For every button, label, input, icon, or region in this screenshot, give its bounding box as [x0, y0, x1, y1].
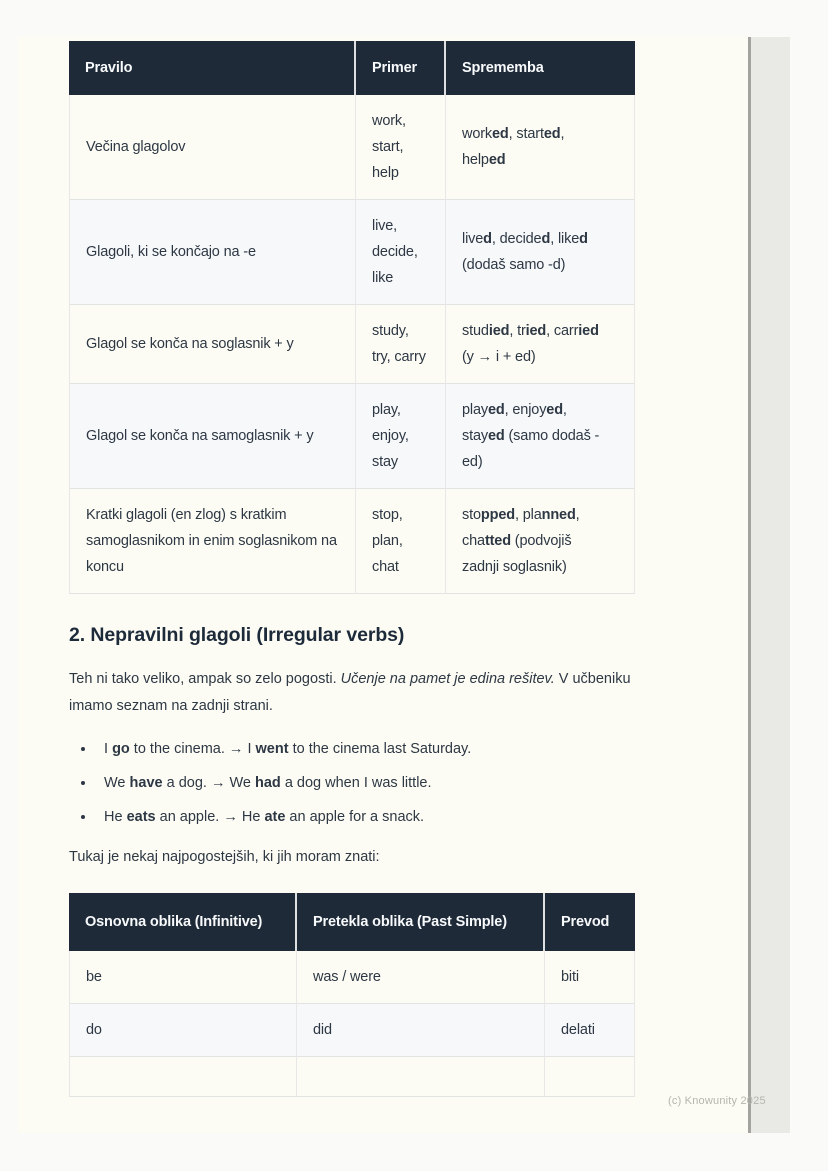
cell-pravilo: Glagol se konča na samoglasnik + y — [69, 384, 356, 489]
irregular-verbs-table — [69, 893, 635, 1097]
rich-text: played, enjoyed, stayed (samo dodaš -ed) — [462, 402, 600, 470]
cell-infinitive: do — [69, 1004, 297, 1057]
cell-pravilo: Večina glagolov — [69, 95, 356, 200]
cell-prevod: biti — [545, 951, 635, 1004]
cell-pravilo: Kratki glagoli (en zlog) s kratkim samoglasnikom in enim soglasnikom na koncu — [69, 489, 356, 594]
rich-text: stopped, planned, chatted (podvojiš zadnji soglasnik) — [462, 507, 580, 575]
cell-pravilo: Glagol se konča na soglasnik + y — [69, 305, 356, 384]
table-row — [69, 305, 635, 384]
cell-pravilo: Glagoli, ki se končajo na -e — [69, 200, 356, 305]
rich-text: worked, started, helped — [462, 126, 565, 168]
list-item: • We have a dog. → We had a dog when I was little. — [96, 770, 635, 796]
header-prevod: Prevod — [545, 893, 635, 951]
header-pravilo: Pravilo — [69, 41, 356, 95]
cell-primer: stop, plan, chat — [356, 489, 446, 594]
cell-prevod: delati — [545, 1004, 635, 1057]
table-row — [69, 384, 635, 489]
header-primer: Primer — [356, 41, 446, 95]
regular-verbs-table — [69, 41, 635, 594]
scrollbar-track[interactable] — [748, 37, 790, 1133]
cell-past — [297, 1057, 545, 1097]
cell-sprememba — [446, 95, 635, 200]
table-row-clipped — [69, 1057, 635, 1097]
table-row — [69, 1004, 635, 1057]
cell-sprememba — [446, 200, 635, 305]
cell-past: was / were — [297, 951, 545, 1004]
cell-sprememba — [446, 489, 635, 594]
header-pretekla-oblika: Pretekla oblika (Past Simple) — [297, 893, 545, 951]
rich-text: lived, decided, liked (dodaš samo -d) — [462, 231, 588, 273]
cell-sprememba — [446, 384, 635, 489]
cell-primer: work, start, help — [356, 95, 446, 200]
table-row — [69, 95, 635, 200]
table-header-row — [69, 893, 635, 951]
cell-primer: live, decide, like — [356, 200, 446, 305]
cell-infinitive — [69, 1057, 297, 1097]
example-list — [69, 736, 635, 830]
table-row — [69, 200, 635, 305]
list-item: • I go to the cinema. → I went to the cinema last Saturday. — [96, 736, 635, 762]
document-page — [18, 36, 748, 1133]
header-osnovna-oblika: Osnovna oblika (Infinitive) — [69, 893, 297, 951]
header-sprememba: Sprememba — [446, 41, 635, 95]
intro-paragraph: Teh ni tako veliko, ampak so zelo pogosti. Učenje na pamet je edina rešitev. V učbeniku imamo seznam na zadnji strani. — [69, 671, 631, 714]
watermark-text: (c) Knowunity 2025 — [668, 1095, 766, 1107]
table-header-row — [69, 41, 635, 95]
table-row — [69, 489, 635, 594]
rich-text: studied, tried, carried (y → i + ed) — [462, 323, 599, 365]
outro-paragraph: Tukaj je nekaj najpogostejših, ki jih moram znati: — [69, 849, 380, 865]
cell-sprememba — [446, 305, 635, 384]
document-content — [69, 41, 635, 1097]
cell-past: did — [297, 1004, 545, 1057]
list-item: • He eats an apple. → He ate an apple for a snack. — [96, 804, 635, 830]
section-heading: 2. Nepravilni glagoli (Irregular verbs) — [69, 624, 405, 646]
cell-primer: study, try, carry — [356, 305, 446, 384]
table-row — [69, 951, 635, 1004]
cell-primer: play, enjoy, stay — [356, 384, 446, 489]
cell-prevod — [545, 1057, 635, 1097]
cell-infinitive: be — [69, 951, 297, 1004]
